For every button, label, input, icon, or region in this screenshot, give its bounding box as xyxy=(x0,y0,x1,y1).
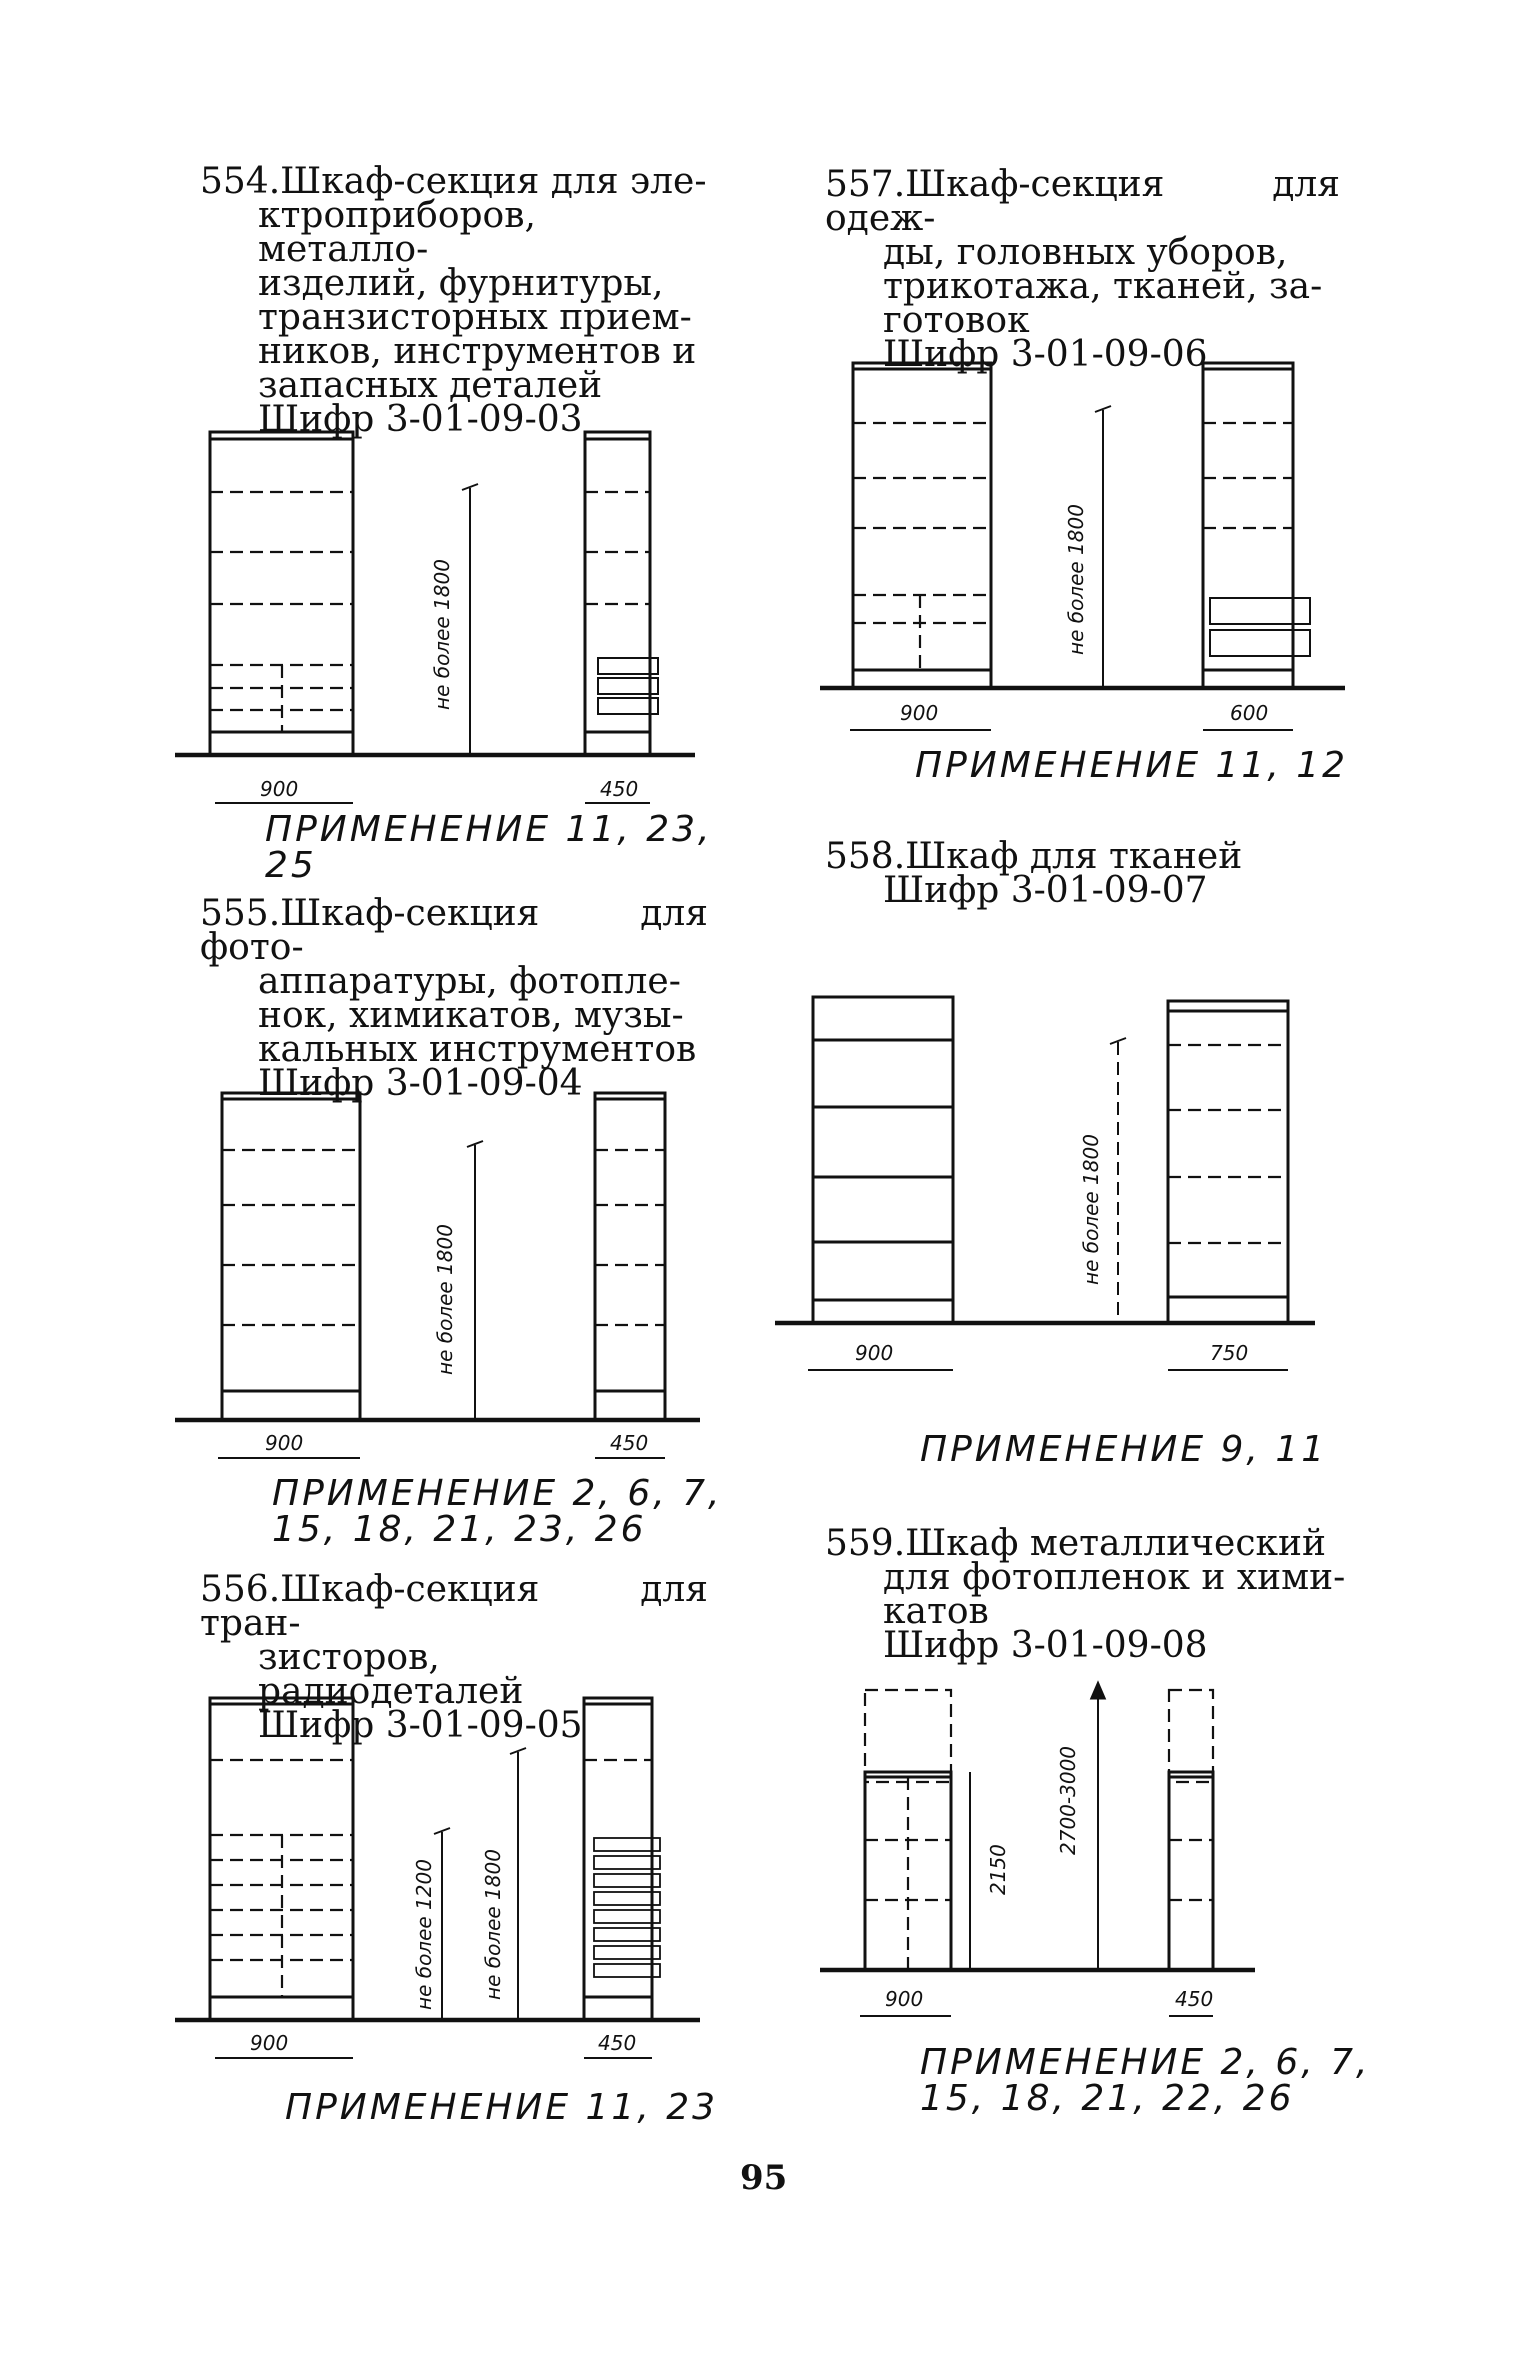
title-line: ктроприборов, металло- xyxy=(258,195,536,270)
title-line: транзисторных прием- xyxy=(258,297,692,338)
application-557 xyxy=(915,745,1349,786)
entry-title xyxy=(200,1569,708,1712)
application-555 xyxy=(272,1473,723,1550)
application-559 xyxy=(920,2042,1371,2119)
entry-title xyxy=(825,836,1340,877)
entry-555 xyxy=(200,893,708,1104)
application-554 xyxy=(265,809,713,886)
application-line: ПРИМЕНЕНИЕ 11, 23, xyxy=(265,809,713,850)
title-line: нок, химикатов, музы- xyxy=(258,995,684,1036)
title-line: Шкаф-секция для тран- xyxy=(200,1569,708,1644)
entry-title xyxy=(825,1523,1355,1632)
height-label: не более 1800 xyxy=(1079,1134,1103,1285)
title-line: Шкаф для тканей xyxy=(905,836,1243,877)
height-label: не более 1800 xyxy=(433,1224,457,1375)
application-line: 25 xyxy=(265,845,317,886)
side-depth-label: 450 xyxy=(1175,1987,1214,2011)
application-line: ПРИМЕНЕНИЕ 2, 6, 7, xyxy=(920,2042,1371,2083)
height-label: не более 1800 xyxy=(430,559,454,710)
entry-559 xyxy=(825,1523,1355,1666)
application-556 xyxy=(285,2087,719,2128)
height-label-2700-3000: 2700-3000 xyxy=(1056,1745,1080,1855)
entry-title xyxy=(200,161,708,406)
application-line: ПРИМЕНЕНИЕ 11, 23 xyxy=(285,2087,719,2128)
title-line: аппаратуры, фотопле- xyxy=(258,961,681,1002)
entry-cipher: Шифр 3-01-09-06 xyxy=(883,334,1208,375)
application-line: ПРИМЕНЕНИЕ 11, 12 xyxy=(915,745,1349,786)
cabinet-drawing-556 xyxy=(170,1690,710,2070)
cabinet-drawing-555 xyxy=(170,1085,710,1465)
entry-number: 555. xyxy=(200,893,281,934)
side-depth-label: 450 xyxy=(598,2031,637,2055)
application-line: ПРИМЕНЕНИЕ 9, 11 xyxy=(920,1429,1328,1470)
title-line: Шкаф-секция для фото- xyxy=(200,893,708,968)
title-line: кальных инструментов xyxy=(258,1029,697,1070)
page-number: 95 xyxy=(740,2158,788,2198)
entry-cipher: Шифр 3-01-09-03 xyxy=(258,399,583,440)
side-depth-label: 600 xyxy=(1230,701,1269,725)
title-line: трикотажа, тканей, за- xyxy=(883,266,1323,307)
entry-cipher: Шифр 3-01-09-08 xyxy=(883,1625,1208,1666)
front-width-label: 900 xyxy=(900,701,939,725)
title-line: запасных деталей xyxy=(258,365,603,406)
front-width-label: 900 xyxy=(250,2031,289,2055)
entry-554 xyxy=(200,161,708,440)
application-558 xyxy=(920,1429,1328,1470)
cabinet-drawing-559 xyxy=(815,1680,1275,2030)
front-width-label: 900 xyxy=(855,1341,894,1365)
entry-cipher: Шифр 3-01-09-04 xyxy=(258,1063,583,1104)
entry-title xyxy=(825,164,1340,341)
entry-557 xyxy=(825,164,1340,375)
entry-number: 558. xyxy=(825,836,906,877)
front-width-label: 900 xyxy=(265,1431,304,1455)
title-line: зисторов, радиодеталей xyxy=(258,1637,524,1712)
application-line: 15, 18, 21, 22, 26 xyxy=(920,2078,1295,2119)
title-line: готовок xyxy=(883,300,1030,341)
height-label-1800: не более 1800 xyxy=(481,1849,505,2000)
title-line: ды, головных уборов, xyxy=(883,232,1288,273)
side-depth-label: 750 xyxy=(1210,1341,1249,1365)
entry-cipher: Шифр 3-01-09-05 xyxy=(258,1705,583,1746)
application-line: 15, 18, 21, 23, 26 xyxy=(272,1509,647,1550)
front-width-label: 900 xyxy=(260,777,299,801)
entry-title xyxy=(200,893,708,1070)
cabinet-drawing-557 xyxy=(815,355,1355,735)
height-label-2150: 2150 xyxy=(986,1844,1010,1895)
entry-558 xyxy=(825,836,1340,911)
entry-number: 557. xyxy=(825,164,906,205)
front-width-label: 900 xyxy=(885,1987,924,2011)
title-line: изделий, фурнитуры, xyxy=(258,263,664,304)
title-line: катов xyxy=(883,1591,989,1632)
title-line: Шкаф-секция для эле- xyxy=(280,161,707,202)
application-line: ПРИМЕНЕНИЕ 2, 6, 7, xyxy=(272,1473,723,1514)
title-line: Шкаф металлический xyxy=(905,1523,1326,1564)
entry-number: 559. xyxy=(825,1523,906,1564)
entry-number: 556. xyxy=(200,1569,281,1610)
cabinet-drawing-554 xyxy=(170,420,710,810)
cabinet-drawing-558 xyxy=(770,985,1310,1385)
entry-cipher: Шифр 3-01-09-07 xyxy=(883,870,1208,911)
side-depth-label: 450 xyxy=(600,777,639,801)
height-label: не более 1800 xyxy=(1064,504,1088,655)
title-line: ников, инструментов и xyxy=(258,331,697,372)
entry-number: 554. xyxy=(200,161,281,202)
side-depth-label: 450 xyxy=(610,1431,649,1455)
title-line: Шкаф-секция для одеж- xyxy=(825,164,1340,239)
height-label-1200: не более 1200 xyxy=(412,1859,436,2010)
title-line: для фотопленок и хими- xyxy=(883,1557,1346,1598)
